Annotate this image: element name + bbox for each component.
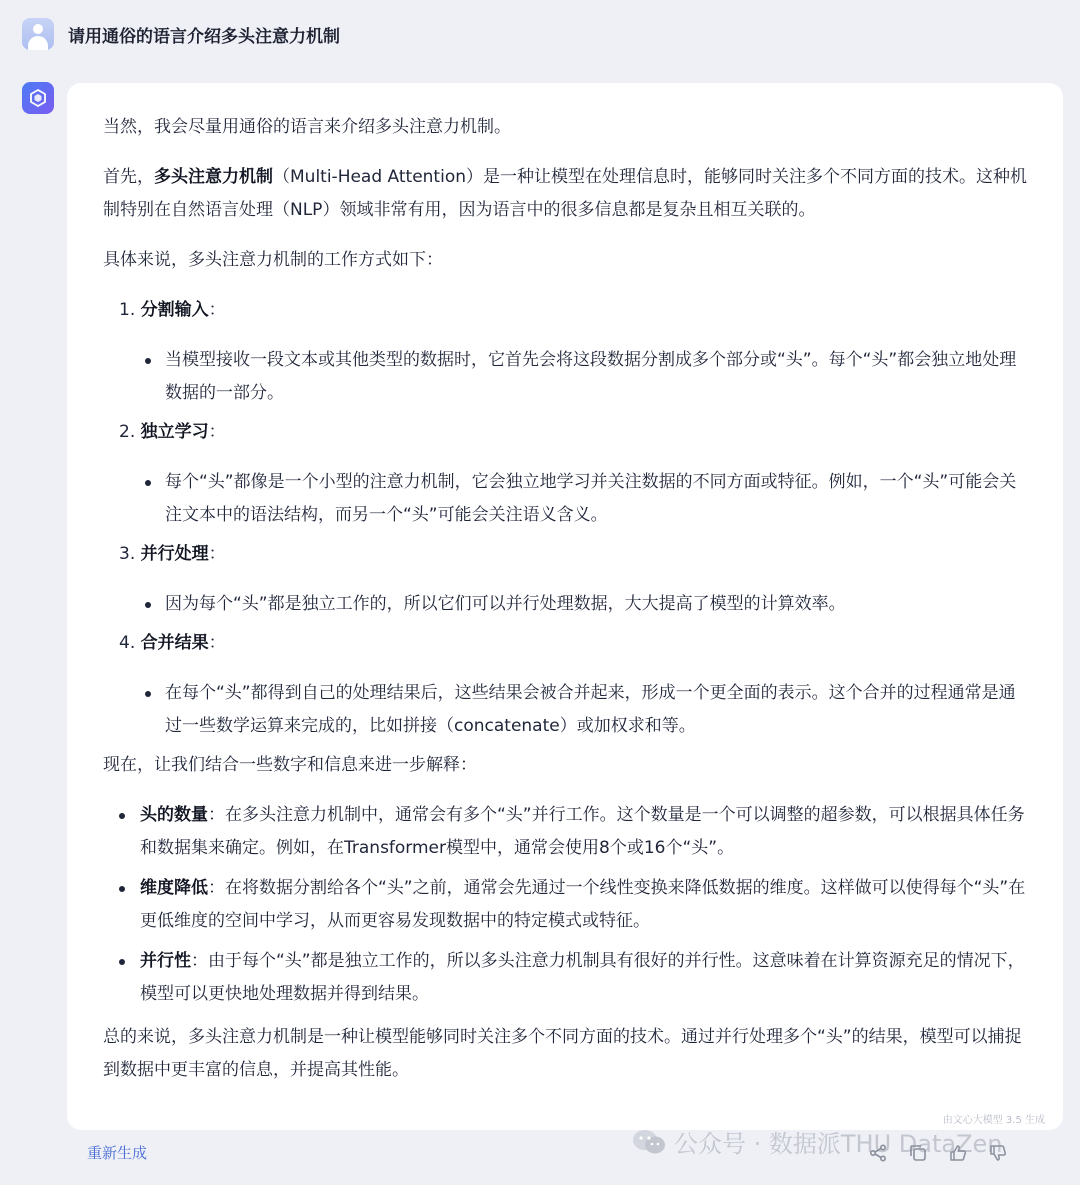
fact-term: 头的数量	[140, 805, 208, 825]
step-item: 4. 合并结果： 在每个“头”都得到自己的处理结果后，这些结果会被合并起来，形成一个更全面的表示。这个合并的过程通常是通过一些数学运算来完成的，比如拼接（concatenate）或加权求和等。	[103, 627, 1027, 743]
step-title: 分割输入	[140, 300, 209, 320]
thumbs-up-icon[interactable]	[948, 1143, 968, 1163]
facts-list	[103, 799, 1027, 1011]
step-item: 3. 并行处理： 因为每个“头”都是独立工作的，所以它们可以并行处理数据，大大提高了模型的计算效率。	[103, 538, 1027, 621]
user-question: 请用通俗的语言介绍多头注意力机制	[68, 26, 340, 47]
regenerate-button[interactable]: 重新生成	[87, 1144, 148, 1162]
user-avatar	[22, 18, 54, 50]
user-message	[22, 18, 340, 50]
bot-avatar	[22, 82, 54, 114]
step-detail: 因为每个“头”都是独立工作的，所以它们可以并行处理数据，大大提高了模型的计算效率。	[165, 588, 1027, 621]
answer-conclusion: 总的来说，多头注意力机制是一种让模型能够同时关注多个不同方面的技术。通过并行处理多个“头”的结果，模型可以捕捉到数据中更丰富的信息，并提高其性能。	[103, 1027, 1022, 1080]
fact-item: 头的数量：在多头注意力机制中，通常会有多个“头”并行工作。这个数量是一个可以调整的超参数，可以根据具体任务和数据集来确定。例如，在Transformer模型中，通常会使用8个或16个“头”。	[140, 799, 1027, 865]
step-detail: 每个“头”都像是一个小型的注意力机制，它会独立地学习并关注数据的不同方面或特征。例如，一个“头”可能会关注文本中的语法结构，而另一个“头”可能会关注语义含义。	[165, 466, 1027, 532]
answer-intro: 当然，我会尽量用通俗的语言来介绍多头注意力机制。	[103, 117, 511, 137]
thumbs-down-icon[interactable]	[988, 1143, 1008, 1163]
steps-list	[103, 294, 1027, 743]
step-detail: 在每个“头”都得到自己的处理结果后，这些结果会被合并起来，形成一个更全面的表示。这个合并的过程通常是通过一些数学运算来完成的，比如拼接（concatenate）或加权求和等。	[165, 677, 1027, 743]
generation-note: 由文心大模型 3.5 生成	[942, 1115, 1045, 1126]
step-detail: 当模型接收一段文本或其他类型的数据时，它首先会将这段数据分割成多个部分或“头”。每个“头”都会独立地处理数据的一部分。	[165, 344, 1027, 410]
answer-card	[67, 83, 1063, 1130]
how-intro: 具体来说，多头注意力机制的工作方式如下：	[103, 250, 443, 270]
wechat-logo-icon	[632, 1128, 666, 1156]
fact-item: 并行性：由于每个“头”都是独立工作的，所以多头注意力机制具有很好的并行性。这意味着在计算资源充足的情况下，模型可以更快地处理数据并得到结果。	[140, 945, 1027, 1011]
step-title: 并行处理	[140, 544, 209, 564]
fact-term: 维度降低	[140, 878, 208, 898]
answer-definition: 首先，多头注意力机制（Multi-Head Attention）是一种让模型在处理信息时，能够同时关注多个不同方面的技术。这种机制特别在自然语言处理（NLP）领域非常有用，因为语言中的很多信息都是复杂且相互关联的。	[103, 167, 1027, 220]
step-title: 独立学习	[140, 422, 209, 442]
numbers-intro: 现在，让我们结合一些数字和信息来进一步解释：	[103, 755, 477, 775]
share-icon[interactable]	[868, 1143, 888, 1163]
step-title: 合并结果	[140, 633, 209, 653]
message-toolbar	[868, 1143, 1008, 1163]
fact-item: 维度降低：在将数据分割给各个“头”之前，通常会先通过一个线性变换来降低数据的维度。这样做可以使得每个“头”在更低维度的空间中学习，从而更容易发现数据中的特定模式或特征。	[140, 872, 1027, 938]
copy-icon[interactable]	[908, 1143, 928, 1163]
step-item: 1. 分割输入： 当模型接收一段文本或其他类型的数据时，它首先会将这段数据分割成多个部分或“头”。每个“头”都会独立地处理数据的一部分。	[103, 294, 1027, 410]
step-item: 2. 独立学习： 每个“头”都像是一个小型的注意力机制，它会独立地学习并关注数据的不同方面或特征。例如，一个“头”可能会关注文本中的语法结构，而另一个“头”可能会关注语义含义。	[103, 416, 1027, 532]
watermark-text: 公众号 · 数据派THU DataZen	[674, 1130, 1003, 1158]
cube-logo-icon	[28, 88, 48, 108]
definition-term: 多头注意力机制	[154, 167, 273, 187]
fact-term: 并行性	[140, 951, 191, 971]
